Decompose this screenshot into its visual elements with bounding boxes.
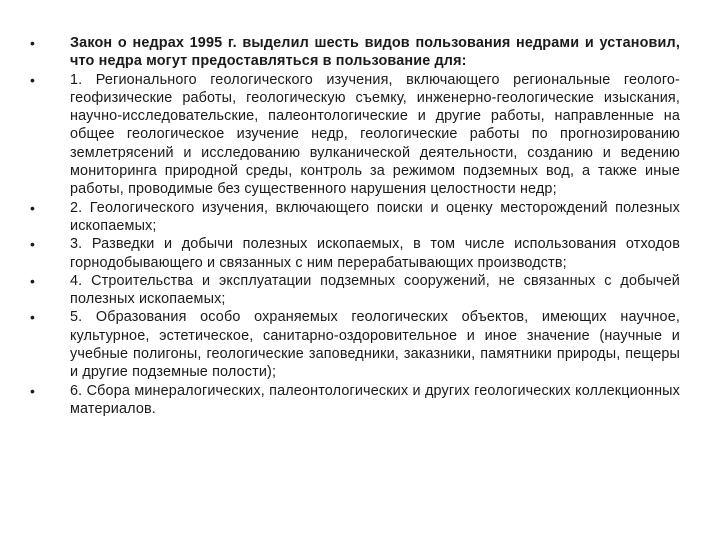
item-text: 3. Разведки и добычи полезных ископаемых, в том числе использования отходов горнодобывающего и связанных с ним перерабатывающих производств; [70, 236, 680, 271]
bullet-marker: • [30, 199, 35, 216]
list-item-3 [30, 235, 680, 272]
item-text: 6. Сбора минералогических, палеонтологических и других геологических коллекционных материалов. [70, 382, 680, 417]
list-item-5 [30, 308, 680, 381]
bullet-marker: • [30, 35, 35, 51]
bullet-marker: • [30, 236, 35, 253]
intro-text: Закон о недрах 1995 г. выделил шесть видов пользования недрами и установил, что недра могут предоставляться в пользование для: [70, 35, 680, 70]
item-text: 2. Геологического изучения, включающего поиски и оценку месторождений полезных ископаемых; [70, 199, 680, 234]
bullet-marker: • [30, 309, 35, 326]
list-item-4 [30, 272, 680, 309]
item-text: 1. Регионального геологического изучения, включающего региональные геолого-геофизические работы, геологическую съемку, инженерно-геологические изыскания, научно-исследовательские, палеонтологические и другие работы, направленные на общее геологическое изучение недр, геологические работы по прогнозированию землетрясений и исследованию вулканической деятельности, созданию и ведению мониторинга природной среды, контроль за режимом подземных вод, а также иные работы, проводимые без существенного нарушения целостности недр; [70, 71, 680, 198]
item-text: 5. Образования особо охраняемых геологических объектов, имеющих научное, культурное, эстетическое, санитарно-оздоровительное и иное значение (научные и учебные полигоны, геологические заповедники, заказники, памятники природы, пещеры и другие подземные полости); [70, 309, 680, 381]
bullet-marker: • [30, 272, 35, 289]
bullet-marker: • [30, 71, 35, 88]
list-item-1 [30, 71, 680, 199]
bullet-marker: • [30, 382, 35, 399]
list-item-2 [30, 199, 680, 236]
item-text: 4. Строительства и эксплуатации подземных сооружений, не связанных с добычей полезных ископаемых; [70, 272, 680, 308]
list-item-intro [30, 34, 680, 71]
bullet-list [30, 34, 680, 418]
list-item-6 [30, 382, 680, 419]
